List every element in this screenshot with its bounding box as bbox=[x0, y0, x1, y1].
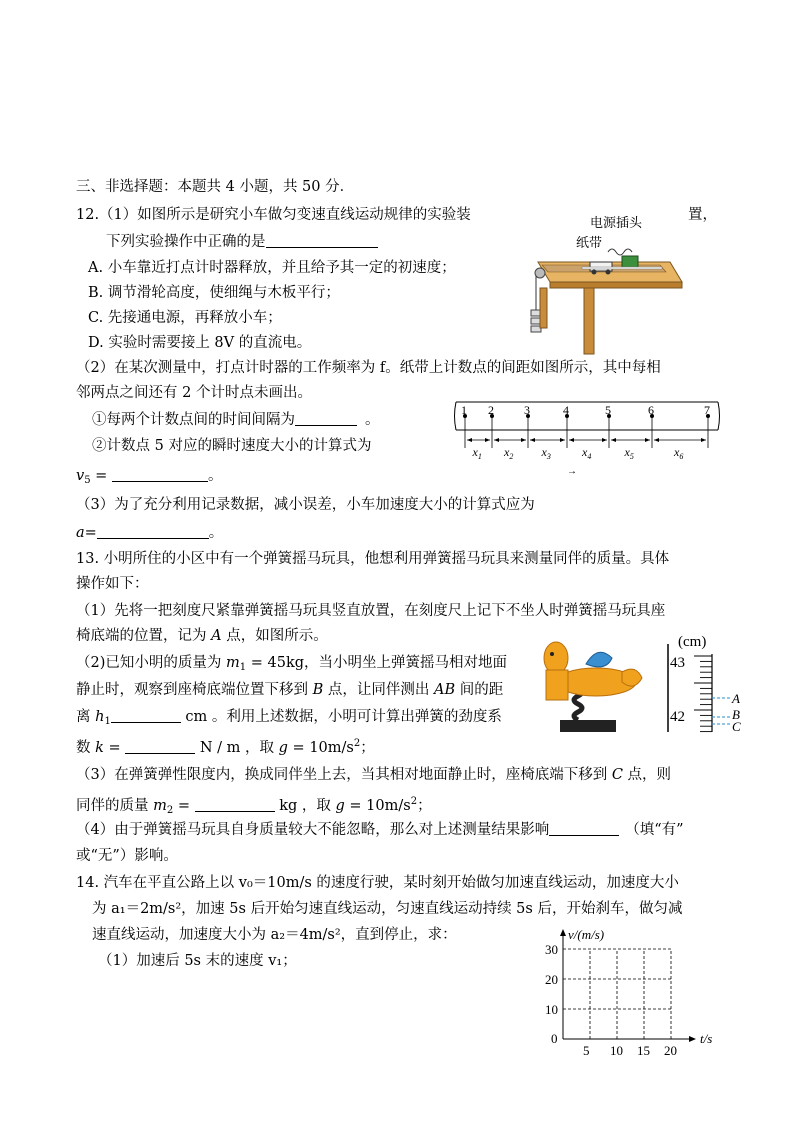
q12-line1: 12.（1）如图所示是研究小车做匀变速直线运动规律的实验装 bbox=[76, 207, 471, 223]
h1-symbol: h bbox=[95, 709, 105, 725]
tape-segment-label: $x_5$ bbox=[624, 445, 634, 461]
q13-part4-line2: 或“无”）影响。 bbox=[76, 848, 178, 864]
v5-blank[interactable] bbox=[112, 467, 208, 482]
ruler-figure bbox=[660, 630, 770, 735]
q12-line1-end: 置， bbox=[688, 207, 717, 223]
vt-y-label: v/(m/s) bbox=[568, 927, 605, 942]
power-plug-label: 电源插头 bbox=[590, 215, 643, 230]
vt-graph bbox=[540, 925, 725, 1055]
q13-p2-l3-end: cm 。利用上述数据，小明可计算出弹簧的劲度系 bbox=[180, 709, 502, 725]
vt-y-tick: 30 bbox=[545, 942, 558, 957]
q13-p3-end: 点，则 bbox=[622, 767, 672, 783]
q14-line3: 速直线运动，加速度大小为 a₂＝4m/s²，直到停止，求： bbox=[92, 927, 457, 943]
point-c-ref: C bbox=[611, 767, 623, 783]
q13-p2-l2-end: 间的距 bbox=[455, 682, 504, 698]
v5-expression bbox=[76, 466, 222, 491]
q12-line2 bbox=[106, 232, 378, 252]
q12-option-a: A. 小车靠近打点计时器释放，并且给予其一定的初速度； bbox=[88, 260, 456, 276]
q13-p2-l3-text: 离 bbox=[76, 709, 96, 725]
tape-arrowhead bbox=[654, 438, 659, 442]
q14-line1: 14. 汽车在平直公路上以 v₀＝10m/s 的速度行驶，某时刻开始做匀加速直线运动，加速度大小 bbox=[76, 875, 679, 891]
q13-p2-text: （2)已知小明的质量为 bbox=[76, 655, 226, 671]
q12-prompt: 下列实验操作中正确的是 bbox=[106, 234, 266, 250]
vt-y-tick: 10 bbox=[545, 1002, 558, 1017]
q14-line2: 为 a₁＝2m/s²，加速 5s 后开始匀速直线运动，匀速直线运动持续 5s 后，开始刹车，做匀减 bbox=[92, 901, 683, 917]
spring-horse-figure bbox=[538, 632, 650, 736]
q13-p3-text: （3）在弹簧弹性限度内，换成同伴坐上去，当其相对地面静止时，座椅底端下移到 bbox=[76, 767, 612, 783]
g-value: = 10m/s bbox=[287, 740, 354, 756]
paper-tape-label: 纸带 bbox=[576, 235, 603, 250]
q14-part1: （1）加速后 5s 末的速度 v₁； bbox=[98, 953, 297, 969]
q12-part3: （3）为了充分利用记录数据，减小误差，小车加速度大小的计算式应为 bbox=[76, 497, 535, 513]
tape-arrowhead bbox=[521, 438, 526, 442]
tape-segment-label: $x_6$ bbox=[674, 445, 684, 461]
k-blank[interactable] bbox=[125, 739, 195, 754]
q13-p4-end: （填“有” bbox=[625, 822, 684, 838]
paper-tape-figure bbox=[452, 398, 722, 476]
q13-line1: 13. 小明所住的小区中有一个弹簧摇马玩具，他想利用弹簧摇马玩具来测量同伴的质量。具体 bbox=[76, 551, 670, 567]
tape-point-label: 4 bbox=[563, 403, 569, 417]
m2-equals: = bbox=[173, 798, 195, 814]
q13-p2-l2-text: 静止时，观察到座椅底端位置下移到 bbox=[76, 682, 313, 698]
vt-x-tick: 15 bbox=[637, 1043, 650, 1055]
q13-part4-line1 bbox=[76, 820, 684, 840]
ruler-tick-43: 43 bbox=[670, 655, 685, 671]
tape-arrowhead bbox=[701, 438, 706, 442]
interval-blank[interactable] bbox=[295, 411, 357, 426]
q12-part2-q1 bbox=[92, 410, 380, 430]
tape-segment-label: $x_2$ bbox=[504, 445, 514, 461]
tape-point-label: 7 bbox=[704, 403, 710, 417]
vt-x-tick: 10 bbox=[610, 1043, 623, 1055]
a-expression bbox=[76, 523, 223, 543]
q13-p2-l4-text: 数 bbox=[76, 740, 96, 756]
vt-origin: 0 bbox=[551, 1031, 558, 1046]
m2-blank[interactable] bbox=[195, 797, 275, 812]
tape-arrowhead bbox=[645, 438, 650, 442]
q13-part2-line2 bbox=[76, 680, 503, 700]
tape-point-label: 2 bbox=[488, 403, 494, 417]
vt-x-label: t/s bbox=[700, 1031, 713, 1046]
g-symbol: g bbox=[278, 740, 288, 756]
q12-option-d: D. 实验时需要接上 8V 的直流电。 bbox=[88, 335, 312, 351]
k-equals: = bbox=[103, 740, 126, 756]
tape-segment-label: $x_3$ bbox=[541, 445, 551, 461]
ruler-unit-label: (cm) bbox=[678, 634, 707, 650]
k-symbol: k bbox=[95, 740, 104, 756]
q12-part2-line2: 邻两点之间还有 2 个计时点未画出。 bbox=[76, 385, 312, 401]
section-header: 三、非选择题：本题共 4 小题，共 50 分． bbox=[76, 179, 355, 195]
q12-part2-q1-end: 。 bbox=[365, 412, 380, 428]
ab-ref: AB bbox=[433, 682, 456, 698]
m2-subscript: 2 bbox=[166, 805, 174, 816]
influence-blank[interactable] bbox=[549, 821, 619, 836]
point-a-ref: A bbox=[211, 628, 222, 644]
tape-point-label: 5 bbox=[605, 403, 611, 417]
tape-point-label: 6 bbox=[648, 403, 654, 417]
point-b-ref: B bbox=[312, 682, 324, 698]
q13-part2-line4: 数 k = N / m ，取 $g = 10m/s^2$； bbox=[76, 738, 375, 756]
q13-p1-text-end: 点，如图所示。 bbox=[221, 628, 328, 644]
a-end: 。 bbox=[208, 525, 224, 541]
m1-subscript: 1 bbox=[239, 662, 247, 673]
q12-answer-blank[interactable] bbox=[266, 233, 378, 248]
v5-subscript: 5 bbox=[84, 475, 91, 486]
q13-p1-text: 椅底端的位置，记为 bbox=[76, 628, 212, 644]
experiment-apparatus-figure bbox=[520, 210, 690, 355]
h1-subscript: 1 bbox=[104, 716, 111, 727]
v5-equals: = bbox=[90, 468, 112, 484]
q12-option-c: C. 先接通电源，再释放小车； bbox=[88, 310, 282, 326]
vt-x-tick: 5 bbox=[583, 1043, 590, 1055]
mark-b-label: B bbox=[732, 707, 740, 722]
tape-arrowhead bbox=[560, 438, 565, 442]
tape-arrowhead bbox=[569, 438, 574, 442]
q13-part3-line2: 同伴的质量 $m_2$ = kg ，取 $g = 10m/s^2$； bbox=[76, 796, 432, 816]
acceleration-blank[interactable] bbox=[97, 524, 209, 539]
vt-y-tick: 20 bbox=[545, 972, 558, 987]
q13-p2-text-b: = 45kg，当小明坐上弹簧摇马相对地面 bbox=[246, 655, 508, 671]
q12-part2-q1-text: ①每两个计数点间的时间间隔为 bbox=[92, 412, 295, 428]
tape-arrowhead bbox=[530, 438, 535, 442]
m2-symbol: m bbox=[153, 798, 167, 814]
tape-point-label: 1 bbox=[461, 403, 467, 417]
tape-small-arrow: → bbox=[567, 466, 577, 476]
tape-segment-label: $x_4$ bbox=[582, 445, 592, 461]
k-unit: N / m ，取 bbox=[195, 740, 279, 756]
q12-part2-q2: ②计数点 5 对应的瞬时速度大小的计算式为 bbox=[92, 438, 372, 454]
mark-c-label: C bbox=[732, 719, 741, 734]
q13-part1-line1: （1）先将一把刻度尺紧靠弹簧摇马玩具竖直放置，在刻度尺上记下不坐人时弹簧摇马玩具座 bbox=[76, 603, 666, 619]
m2-unit: kg ，取 bbox=[274, 798, 336, 814]
q13-line2: 操作如下： bbox=[76, 576, 149, 592]
g-end-2: ； bbox=[417, 798, 432, 814]
g-value-2: = 10m/s bbox=[344, 798, 411, 814]
tape-arrowhead bbox=[602, 438, 607, 442]
q13-p4-text: （4）由于弹簧摇马玩具自身质量较大不能忽略，那么对上述测量结果影响 bbox=[76, 822, 550, 838]
tape-segment-label: $x_1$ bbox=[472, 445, 482, 461]
q12-part2-line1: （2）在某次测量中，打点计时器的工作频率为 f。纸带上计数点的间距如图所示，其中每相 bbox=[76, 360, 661, 376]
v5-end: 。 bbox=[207, 468, 223, 484]
tape-arrowhead bbox=[485, 438, 490, 442]
m1-symbol: m bbox=[226, 655, 240, 671]
tape-point-label: 3 bbox=[524, 403, 530, 417]
g-end: ； bbox=[360, 740, 375, 756]
v5-symbol: v bbox=[76, 468, 85, 484]
q13-part2-line1 bbox=[76, 653, 507, 678]
vt-x-tick: 20 bbox=[664, 1043, 677, 1055]
q13-part2-line3 bbox=[76, 707, 502, 732]
h1-blank[interactable] bbox=[111, 708, 181, 723]
ruler-tick-42: 42 bbox=[670, 709, 685, 725]
q13-p2-l2-mid: 点，让同伴测出 bbox=[323, 682, 434, 698]
a-symbol: a= bbox=[76, 525, 97, 541]
q13-p3-l2-text: 同伴的质量 bbox=[76, 798, 154, 814]
q12-option-b: B. 调节滑轮高度，使细绳与木板平行； bbox=[88, 285, 340, 301]
tape-arrowhead bbox=[467, 438, 472, 442]
tape-arrowhead bbox=[494, 438, 499, 442]
tape-arrowhead bbox=[611, 438, 616, 442]
q13-part1-line2 bbox=[76, 626, 328, 646]
g-symbol-2: g bbox=[335, 798, 345, 814]
mark-a-label: A bbox=[732, 691, 740, 706]
q13-part3-line1 bbox=[76, 765, 671, 785]
